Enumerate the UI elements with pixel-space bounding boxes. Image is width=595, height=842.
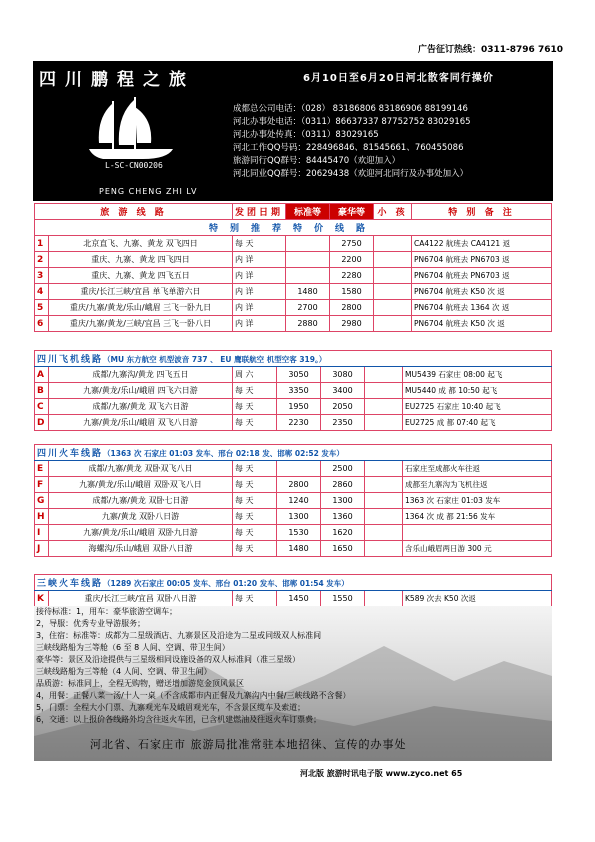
- row-number: 3: [35, 268, 49, 284]
- row-number: J: [35, 541, 49, 557]
- price-luxury: 1550: [321, 591, 365, 607]
- route-name: 成都/九寨沟/黄龙 四飞五日: [49, 367, 233, 383]
- price-standard: [286, 268, 330, 284]
- remark: EU2725 成 都 07:40 起飞: [403, 415, 552, 431]
- remark: K589 次去 K50 次返: [403, 591, 552, 607]
- license-number: L-SC-CN00206: [105, 161, 163, 170]
- price-standard: [277, 461, 321, 477]
- train-subtitle: （1363 次 石家庄 01:03 发车、邢台 02:18 发、邯郸 02:52 发车）: [103, 449, 344, 458]
- price-child: [365, 541, 403, 557]
- standard-line: 品质游：标准同上，全程无购物，赠送增加游览金顶风景区: [36, 679, 244, 688]
- table-row: [35, 268, 552, 284]
- special-title-row: [35, 220, 552, 236]
- special-rows: [35, 236, 552, 332]
- departure: 每 天: [233, 383, 277, 399]
- departure: 每 天: [233, 415, 277, 431]
- price-child: [365, 525, 403, 541]
- gorge-subtitle: （1289 次石家庄 00:05 发车、邢台 01:20 发车、邯郸 01:54 发车）: [103, 579, 349, 588]
- departure: 内 详: [233, 252, 286, 268]
- price-child: [365, 415, 403, 431]
- route-name: 成都/九寨/黄龙 双飞六日游: [49, 399, 233, 415]
- remark: PN6704 航班去 K50 次 返: [412, 284, 552, 300]
- row-number: A: [35, 367, 49, 383]
- remark: PN6704 航班去 PN6703 返: [412, 268, 552, 284]
- price-luxury: 2980: [330, 316, 374, 332]
- remark: 1363 次 石家庄 01:03 发车: [403, 493, 552, 509]
- row-number: F: [35, 477, 49, 493]
- contact-line: 河北同业QQ群号：20629438（欢迎河北同行及办事处加入）: [233, 169, 469, 179]
- price-child: [365, 591, 403, 607]
- departure: 每 天: [233, 525, 277, 541]
- row-number: C: [35, 399, 49, 415]
- flight-rows: [35, 367, 552, 431]
- row-number: 1: [35, 236, 49, 252]
- departure: 内 详: [233, 268, 286, 284]
- col-standard: 标准等: [286, 204, 330, 220]
- row-number: 2: [35, 252, 49, 268]
- remark: MU5440 成 都 10:50 起飞: [403, 383, 552, 399]
- remark: CA4122 航班去 CA4121 返: [412, 236, 552, 252]
- gorge-table: [34, 574, 552, 607]
- standard-line: 5，门票：全程大小门票、九寨观光车及峨眉观光车，不含景区缆车及索道；: [36, 703, 306, 712]
- route-name: 成都/九寨/黄龙 双卧双飞八日: [49, 461, 233, 477]
- price-luxury: 1580: [330, 284, 374, 300]
- flight-title: 四川飞机线路（MU 东方航空 机型波音 737 、 EU 鹰联航空 机型空客 319。）: [35, 351, 552, 367]
- row-number: 5: [35, 300, 49, 316]
- table-row: [35, 284, 552, 300]
- gorge-section-header: [35, 575, 552, 591]
- price-luxury: 1300: [321, 493, 365, 509]
- page-footer: 河北版 旅游时讯电子版 www.zyco.net 65: [300, 769, 463, 778]
- row-number: 4: [35, 284, 49, 300]
- train-section-header: [35, 445, 552, 461]
- price-child: [365, 383, 403, 399]
- table-row: [35, 236, 552, 252]
- col-note: 特 别 备 注: [412, 204, 552, 220]
- row-number: G: [35, 493, 49, 509]
- departure: 内 详: [233, 316, 286, 332]
- departure: 每 天: [233, 461, 277, 477]
- price-luxury: 2280: [330, 268, 374, 284]
- route-table: [34, 203, 552, 332]
- contact-list: [233, 103, 471, 181]
- row-number: K: [35, 591, 49, 607]
- price-child: [374, 252, 412, 268]
- route-name: 重庆/长江三峡/宜昌 单飞单游六日: [49, 284, 233, 300]
- price-child: [374, 316, 412, 332]
- special-title: 特别推荐特价线路: [35, 220, 552, 236]
- route-name: 海螺沟/乐山/峨眉 双卧八日游: [49, 541, 233, 557]
- route-name: 九寨/黄龙/乐山/峨眉 双卧双飞八日: [49, 477, 233, 493]
- route-name: 九寨/黄龙/乐山/峨眉 双飞八日游: [49, 415, 233, 431]
- price-child: [365, 367, 403, 383]
- col-route: 旅 游 线 路: [35, 204, 233, 220]
- route-name: 重庆、九寨、黄龙 四飞五日: [49, 268, 233, 284]
- departure: 每 天: [233, 509, 277, 525]
- row-number: D: [35, 415, 49, 431]
- table-row: [35, 509, 552, 525]
- table-row: [35, 477, 552, 493]
- table-row: [35, 316, 552, 332]
- departure: 每 天: [233, 591, 277, 607]
- standard-line: 三峡线路船为三等舱（6 至 8 人间、空调、带卫生间）: [36, 643, 230, 652]
- price-child: [365, 461, 403, 477]
- remark: 成都至九寨沟为飞机往返: [403, 477, 552, 493]
- price-standard: 2880: [286, 316, 330, 332]
- remark: PN6704 航班去 1364 次 返: [412, 300, 552, 316]
- route-name: 重庆/长江三峡/宜昌 双卧八日游: [49, 591, 233, 607]
- sailboat-icon: [83, 93, 183, 161]
- gorge-rows: [35, 591, 552, 607]
- flight-subtitle: （MU 东方航空 机型波音 737 、 EU 鹰联航空 机型空客 319。）: [103, 355, 327, 364]
- contact-line: 河北办事处电话：（0311）86637337 87752752 83029165: [233, 117, 471, 127]
- departure: 内 详: [233, 284, 286, 300]
- price-luxury: 2750: [330, 236, 374, 252]
- contact-line: 旅游同行QQ群号：84445470（欢迎加入）: [233, 156, 401, 166]
- price-standard: [286, 236, 330, 252]
- price-child: [365, 399, 403, 415]
- table-row: [35, 461, 552, 477]
- price-standard: 2700: [286, 300, 330, 316]
- price-standard: 2230: [277, 415, 321, 431]
- price-standard: [286, 252, 330, 268]
- price-luxury: 2500: [321, 461, 365, 477]
- departure: 周 六: [233, 367, 277, 383]
- standard-line: 接待标准：1，用车：豪华旅游空调车；: [36, 607, 178, 616]
- remark: 石家庄至成都火车往返: [403, 461, 552, 477]
- price-standard: 1240: [277, 493, 321, 509]
- contact-line: 成都总公司电话：（028） 83186806 83186906 88199146: [233, 104, 468, 114]
- agency-header: [33, 61, 553, 201]
- approval-statement: 河北省、石家庄市 旅游局批准常驻本地招徕、宣传的办事处: [90, 738, 407, 751]
- price-luxury: 3080: [321, 367, 365, 383]
- flight-table: [34, 350, 552, 431]
- train-title: 四川火车线路（1363 次 石家庄 01:03 发车、邢台 02:18 发、邯郸 02:52 发车）: [35, 445, 552, 461]
- price-luxury: 2050: [321, 399, 365, 415]
- col-luxury: 豪华等: [330, 204, 374, 220]
- price-standard: 1450: [277, 591, 321, 607]
- train-rows: [35, 461, 552, 557]
- gorge-title: 三峡火车线路（1289 次石家庄 00:05 发车、邢台 01:20 发车、邯郸 01:54 发车）: [35, 575, 552, 591]
- price-standard: 2800: [277, 477, 321, 493]
- remark: PN6704 航班去 PN6703 返: [412, 252, 552, 268]
- route-name: 九寨/黄龙/乐山/峨眉 四飞六日游: [49, 383, 233, 399]
- brand-pinyin: PENG CHENG ZHI LV: [99, 187, 198, 196]
- departure: 每 天: [233, 399, 277, 415]
- route-name: 重庆、九寨、黄龙 四飞四日: [49, 252, 233, 268]
- remark: 1364 次 成 都 21:56 发车: [403, 509, 552, 525]
- departure: 每 天: [233, 236, 286, 252]
- agency-title: 四川鹏程之旅: [39, 70, 195, 90]
- route-name: 重庆/九寨/黄龙/三峡/宜昌 三飞一卧八日: [49, 316, 233, 332]
- table-row: [35, 300, 552, 316]
- table-row: [35, 367, 552, 383]
- price-standard: 1480: [286, 284, 330, 300]
- standard-line: 三峡线路船为三等舱（4 人间、空调、带卫生间）: [36, 667, 212, 676]
- departure: 每 天: [233, 493, 277, 509]
- col-departure: 发团日期: [233, 204, 286, 220]
- row-number: E: [35, 461, 49, 477]
- price-child: [374, 236, 412, 252]
- price-luxury: 2200: [330, 252, 374, 268]
- standard-line: 4，用餐：正餐八菜一汤/十人一桌（不含成都市内正餐及九寨沟内中餐/三峡线路不含餐）: [36, 691, 351, 700]
- table-row: [35, 591, 552, 607]
- remark: PN6704 航班去 K50 次 返: [412, 316, 552, 332]
- price-luxury: 1360: [321, 509, 365, 525]
- departure: 内 详: [233, 300, 286, 316]
- route-name: 北京直飞、九寨、黄龙 双飞四日: [49, 236, 233, 252]
- price-child: [374, 300, 412, 316]
- table-row: [35, 493, 552, 509]
- remark: MU5439 石家庄 08:00 起飞: [403, 367, 552, 383]
- price-luxury: 3400: [321, 383, 365, 399]
- price-standard: 3350: [277, 383, 321, 399]
- contact-line: 河北办事处传真：（0311）83029165: [233, 130, 379, 140]
- price-child: [365, 477, 403, 493]
- table-row: [35, 383, 552, 399]
- contact-line: 河北工作QQ号码：228496846、81545661、760455086: [233, 143, 464, 153]
- junk-boat-logo: [83, 93, 213, 196]
- table-header-row: [35, 204, 552, 220]
- price-standard: 3050: [277, 367, 321, 383]
- row-number: H: [35, 509, 49, 525]
- row-number: I: [35, 525, 49, 541]
- price-luxury: 2350: [321, 415, 365, 431]
- price-child: [365, 509, 403, 525]
- ad-hotline: 广告征订热线：0311-8796 7610: [417, 45, 563, 55]
- price-luxury: 1650: [321, 541, 365, 557]
- table-row: [35, 525, 552, 541]
- table-row: [35, 415, 552, 431]
- remark: 含乐山峨眉两日游 300 元: [403, 541, 552, 557]
- date-range: 6月10日至6月20日河北散客同行操价: [303, 73, 494, 84]
- table-row: [35, 399, 552, 415]
- route-name: 九寨/黄龙/乐山/峨眉 双卧九日游: [49, 525, 233, 541]
- standard-line: 6，交通：以上报价各线路外均含往返火车团，已含机建燃油及往返火车订票费；: [36, 715, 322, 724]
- price-standard: 1300: [277, 509, 321, 525]
- price-standard: 1480: [277, 541, 321, 557]
- price-luxury: 2860: [321, 477, 365, 493]
- standard-line: 3，住宿：标准等：成都为二星级酒店、九寨景区及沿途为二星或同级双人标准间: [36, 631, 322, 640]
- col-child: 小 孩: [374, 204, 412, 220]
- row-number: B: [35, 383, 49, 399]
- table-row: [35, 252, 552, 268]
- price-standard: 1950: [277, 399, 321, 415]
- table-row: [35, 541, 552, 557]
- remark: [403, 525, 552, 541]
- route-name: 九寨/黄龙 双卧八日游: [49, 509, 233, 525]
- price-standard: 1530: [277, 525, 321, 541]
- price-luxury: 2800: [330, 300, 374, 316]
- price-luxury: 1620: [321, 525, 365, 541]
- price-child: [374, 284, 412, 300]
- remark: EU2725 石家庄 10:40 起飞: [403, 399, 552, 415]
- price-child: [374, 268, 412, 284]
- departure: 每 天: [233, 541, 277, 557]
- price-child: [365, 493, 403, 509]
- train-table: [34, 444, 552, 557]
- departure: 每 天: [233, 477, 277, 493]
- route-name: 重庆/九寨/黄龙/乐山/峨眉 三飞一卧九日: [49, 300, 233, 316]
- flight-section-header: [35, 351, 552, 367]
- row-number: 6: [35, 316, 49, 332]
- standard-line: 2，导服：优秀专业导游服务；: [36, 619, 146, 628]
- standard-line: 豪华等：景区及沿途提供与三星级相同设施设备的双人标准间（准三星级）: [36, 655, 300, 664]
- route-name: 成都/九寨/黄龙 双卧七日游: [49, 493, 233, 509]
